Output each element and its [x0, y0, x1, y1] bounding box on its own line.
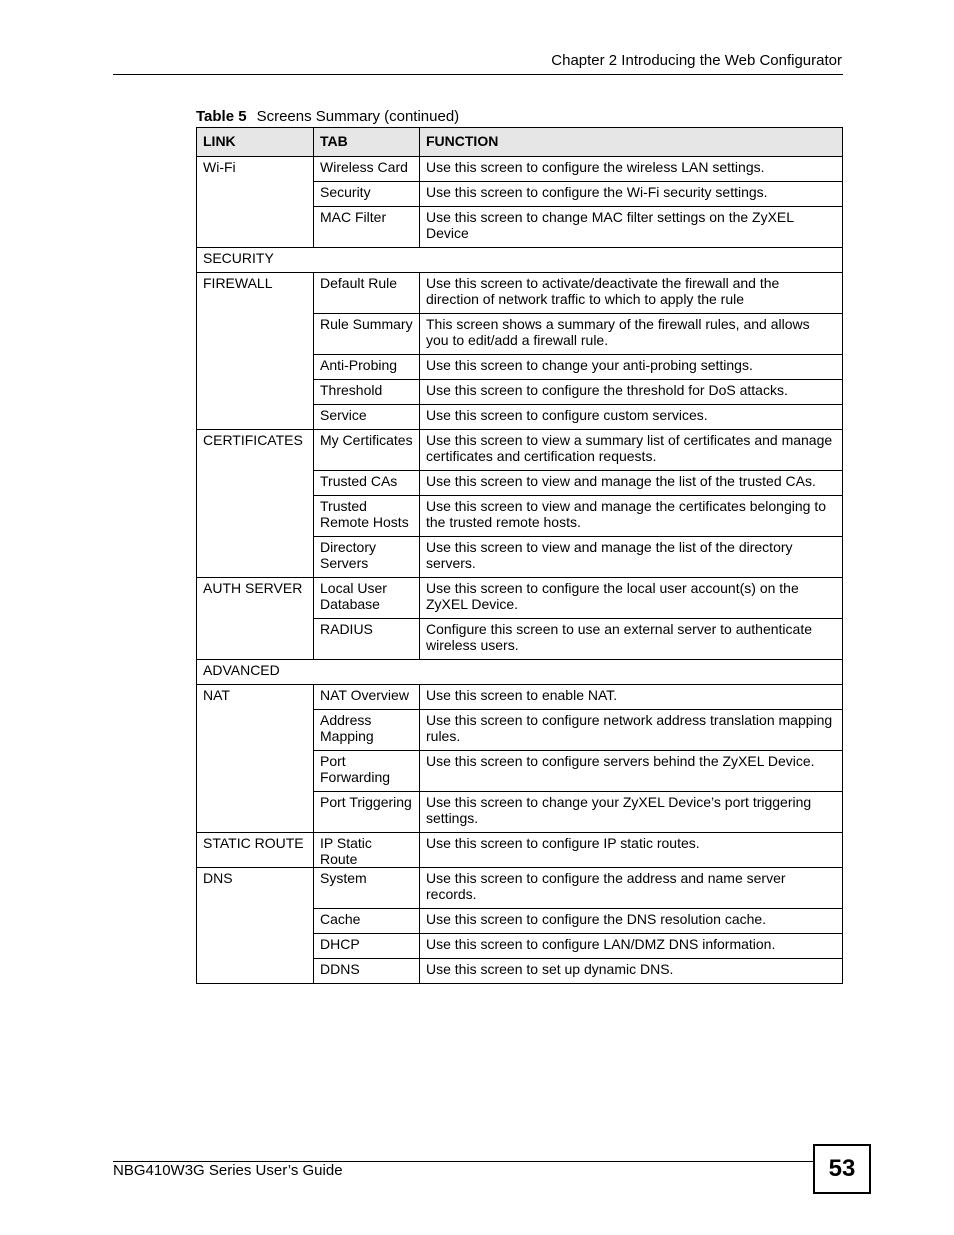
table-row — [197, 578, 843, 619]
function-cell: Use this screen to activate/deactivate the firewall and the direction of network traffic to which to apply the rule — [420, 273, 843, 314]
guide-title: NBG410W3G Series User’s Guide — [113, 1162, 343, 1179]
section-row — [197, 660, 843, 685]
function-cell: Configure this screen to use an external server to authenticate wireless users. — [420, 619, 843, 660]
function-cell: Use this screen to configure servers behind the ZyXEL Device. — [420, 751, 843, 792]
function-cell: Use this screen to change your ZyXEL Device’s port triggering settings. — [420, 792, 843, 833]
function-cell: Use this screen to configure the address and name server records. — [420, 868, 843, 909]
table-caption-title: Screens Summary (continued) — [256, 108, 460, 125]
table-header-row — [197, 128, 843, 157]
link-cell: FIREWALL — [197, 273, 314, 430]
chapter-header: Chapter 2 Introducing the Web Configurator — [551, 52, 842, 69]
tab-cell: Threshold — [314, 380, 420, 405]
table-caption — [196, 108, 459, 125]
function-cell: Use this screen to configure network address translation mapping rules. — [420, 710, 843, 751]
table-row — [197, 157, 843, 182]
link-cell: Wi-Fi — [197, 157, 314, 248]
tab-cell: Default Rule — [314, 273, 420, 314]
table-row — [197, 685, 843, 710]
tab-cell: Port Triggering — [314, 792, 420, 833]
tab-cell: NAT Overview — [314, 685, 420, 710]
function-cell: Use this screen to enable NAT. — [420, 685, 843, 710]
tab-cell: Trusted CAs — [314, 471, 420, 496]
tab-cell: Anti-Probing — [314, 355, 420, 380]
table-row — [197, 430, 843, 471]
function-cell: Use this screen to configure the Wi-Fi security settings. — [420, 182, 843, 207]
function-cell: This screen shows a summary of the firewall rules, and allows you to edit/add a firewall rule. — [420, 314, 843, 355]
tab-cell: Cache — [314, 909, 420, 934]
tab-cell: Service — [314, 405, 420, 430]
table-row — [197, 833, 843, 868]
link-cell: CERTIFICATES — [197, 430, 314, 578]
tab-cell: RADIUS — [314, 619, 420, 660]
tab-cell: Rule Summary — [314, 314, 420, 355]
table-row — [197, 868, 843, 909]
screens-summary-table — [196, 127, 843, 984]
tab-cell: IP Static Route — [314, 833, 420, 868]
function-cell: Use this screen to view and manage the list of the trusted CAs. — [420, 471, 843, 496]
tab-cell: DHCP — [314, 934, 420, 959]
tab-cell: My Certificates — [314, 430, 420, 471]
tab-cell: Wireless Card — [314, 157, 420, 182]
section-cell: ADVANCED — [197, 660, 843, 685]
page-number: 53 — [813, 1144, 871, 1194]
link-cell: STATIC ROUTE — [197, 833, 314, 868]
tab-cell: Security — [314, 182, 420, 207]
function-cell: Use this screen to configure the local user account(s) on the ZyXEL Device. — [420, 578, 843, 619]
function-cell: Use this screen to view and manage the certificates belonging to the trusted remote hosts. — [420, 496, 843, 537]
function-cell: Use this screen to view and manage the list of the directory servers. — [420, 537, 843, 578]
link-cell: AUTH SERVER — [197, 578, 314, 660]
column-header-function: FUNCTION — [420, 128, 843, 157]
column-header-link: LINK — [197, 128, 314, 157]
function-cell: Use this screen to configure custom services. — [420, 405, 843, 430]
link-cell: NAT — [197, 685, 314, 833]
function-cell: Use this screen to configure the threshold for DoS attacks. — [420, 380, 843, 405]
tab-cell: DDNS — [314, 959, 420, 984]
function-cell: Use this screen to view a summary list of certificates and manage certificates and certification requests. — [420, 430, 843, 471]
column-header-tab: TAB — [314, 128, 420, 157]
function-cell: Use this screen to configure IP static routes. — [420, 833, 843, 868]
section-cell: SECURITY — [197, 248, 843, 273]
function-cell: Use this screen to configure the DNS resolution cache. — [420, 909, 843, 934]
header-rule — [113, 74, 843, 75]
function-cell: Use this screen to configure LAN/DMZ DNS information. — [420, 934, 843, 959]
table-caption-number: Table 5 — [196, 108, 247, 125]
table-row — [197, 273, 843, 314]
link-cell: DNS — [197, 868, 314, 984]
tab-cell: MAC Filter — [314, 207, 420, 248]
function-cell: Use this screen to configure the wireless LAN settings. — [420, 157, 843, 182]
tab-cell: Address Mapping — [314, 710, 420, 751]
function-cell: Use this screen to set up dynamic DNS. — [420, 959, 843, 984]
tab-cell: Local User Database — [314, 578, 420, 619]
tab-cell: Directory Servers — [314, 537, 420, 578]
section-row — [197, 248, 843, 273]
tab-cell: System — [314, 868, 420, 909]
tab-cell: Trusted Remote Hosts — [314, 496, 420, 537]
function-cell: Use this screen to change your anti-probing settings. — [420, 355, 843, 380]
function-cell: Use this screen to change MAC filter settings on the ZyXEL Device — [420, 207, 843, 248]
tab-cell: Port Forwarding — [314, 751, 420, 792]
